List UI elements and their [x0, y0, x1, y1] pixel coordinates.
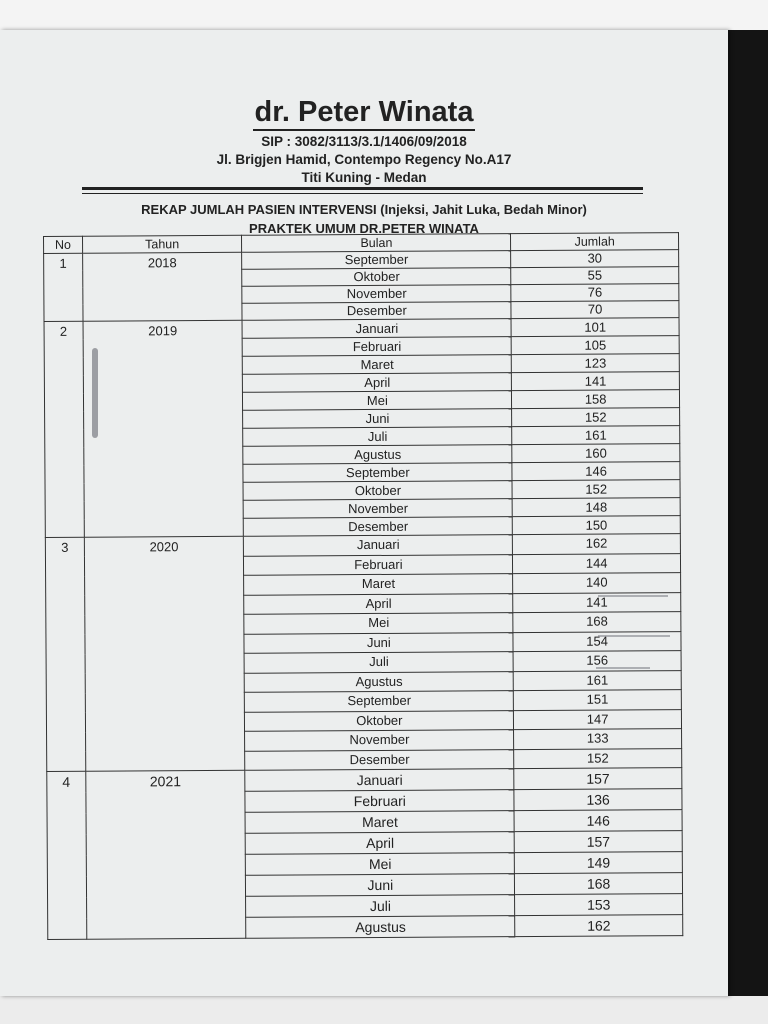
month-cell: Februari: [243, 337, 512, 357]
count-cell: 146: [512, 462, 680, 481]
month-cell: Maret: [244, 574, 513, 595]
month-cell: April: [246, 832, 515, 855]
count-cell: 146: [514, 810, 682, 832]
count-cell: 168: [513, 612, 681, 633]
count-cell: 156: [513, 651, 681, 672]
group-year: 2018: [82, 252, 242, 321]
month-cell: Oktober: [245, 710, 514, 731]
count-cell: 152: [514, 748, 682, 769]
month-cell: Januari: [242, 319, 511, 339]
patient-recap-table: [43, 232, 683, 940]
month-cell: November: [244, 499, 513, 519]
pen-mark: [598, 635, 670, 637]
count-cell: 105: [511, 336, 679, 355]
header-rule-thin: [82, 193, 643, 194]
month-cell: Februari: [244, 554, 513, 575]
count-cell: 123: [512, 354, 680, 373]
count-cell: 161: [513, 670, 681, 691]
paper-sheet: [0, 30, 728, 996]
background-top: [0, 0, 768, 30]
count-cell: 162: [515, 915, 683, 937]
count-cell: 55: [511, 267, 679, 285]
count-cell: 76: [511, 284, 679, 302]
count-cell: 136: [514, 789, 682, 811]
header-rule-thick: [82, 187, 643, 190]
month-cell: Januari: [244, 535, 513, 556]
sip-line: SIP : 3082/3113/3.1/1406/09/2018: [261, 134, 467, 149]
pen-mark: [596, 667, 650, 669]
group-number: 2: [44, 321, 84, 537]
count-cell: 148: [512, 498, 680, 517]
month-cell: Agustus: [243, 445, 512, 465]
month-cell: November: [242, 285, 511, 304]
month-cell: Maret: [245, 811, 514, 834]
background-bottom: [0, 996, 768, 1024]
month-cell: Agustus: [245, 671, 514, 692]
header-year: Tahun: [82, 235, 242, 253]
month-cell: Desember: [242, 302, 511, 321]
month-cell: April: [243, 373, 512, 393]
ink-smudge: [92, 348, 98, 438]
month-cell: Juli: [245, 652, 514, 673]
count-cell: 101: [511, 318, 679, 337]
count-cell: 147: [514, 709, 682, 730]
month-cell: Juni: [246, 874, 515, 897]
count-cell: 149: [515, 852, 683, 874]
month-cell: Desember: [245, 749, 514, 770]
count-cell: 168: [515, 873, 683, 895]
month-cell: Mei: [244, 613, 513, 634]
count-cell: 133: [514, 729, 682, 750]
month-cell: Mei: [246, 853, 515, 876]
count-cell: 150: [513, 516, 681, 535]
header-month: Bulan: [242, 234, 511, 253]
document-title: REKAP JUMLAH PASIEN INTERVENSI (Injeksi, Jahit Luka, Bedah Minor): [141, 202, 587, 217]
month-cell: Juni: [244, 632, 513, 653]
count-cell: 153: [515, 894, 683, 916]
month-cell: Oktober: [243, 481, 512, 501]
count-cell: 144: [513, 553, 681, 574]
count-cell: 70: [511, 301, 679, 319]
count-cell: 141: [513, 592, 681, 613]
group-number: 1: [44, 253, 83, 321]
count-cell: 30: [511, 250, 679, 268]
group-number: 4: [47, 771, 87, 939]
count-cell: 152: [512, 408, 680, 427]
city-line: Titi Kuning - Medan: [301, 170, 427, 185]
header-no: No: [44, 236, 83, 253]
count-cell: 140: [513, 573, 681, 594]
month-cell: November: [245, 730, 514, 751]
month-cell: Maret: [243, 355, 512, 375]
month-cell: Juli: [243, 427, 512, 447]
count-cell: 154: [513, 631, 681, 652]
month-cell: Februari: [245, 790, 514, 813]
group-year: 2020: [84, 536, 245, 771]
count-cell: 157: [514, 768, 682, 790]
group-number: 3: [45, 537, 85, 771]
month-cell: Agustus: [246, 916, 515, 939]
header-count: Jumlah: [511, 233, 679, 251]
count-cell: 141: [512, 372, 680, 391]
count-cell: 161: [512, 426, 680, 445]
month-cell: September: [243, 463, 512, 483]
count-cell: 152: [512, 480, 680, 499]
count-cell: 160: [512, 444, 680, 463]
background-right: [724, 30, 768, 996]
month-cell: September: [242, 251, 511, 270]
month-cell: September: [245, 691, 514, 712]
count-cell: 151: [514, 690, 682, 711]
group-year: 2019: [83, 320, 244, 537]
month-cell: Oktober: [242, 268, 511, 287]
doctor-name-heading: [0, 96, 728, 129]
month-cell: Desember: [244, 517, 513, 537]
pen-mark: [598, 595, 668, 597]
count-cell: 162: [513, 534, 681, 555]
count-cell: 157: [514, 831, 682, 853]
group-year: 2021: [86, 770, 247, 939]
month-cell: Mei: [243, 391, 512, 411]
month-cell: Juli: [246, 895, 515, 918]
table-body: [44, 250, 683, 940]
month-cell: April: [244, 593, 513, 614]
count-cell: 158: [512, 390, 680, 409]
month-cell: Juni: [243, 409, 512, 429]
doctor-name: dr. Peter Winata: [253, 96, 476, 131]
address-line: Jl. Brigjen Hamid, Contempo Regency No.A17: [216, 152, 512, 167]
document-subtitle: PRAKTEK UMUM DR.PETER WINATA: [249, 221, 479, 236]
month-cell: Januari: [245, 769, 514, 792]
